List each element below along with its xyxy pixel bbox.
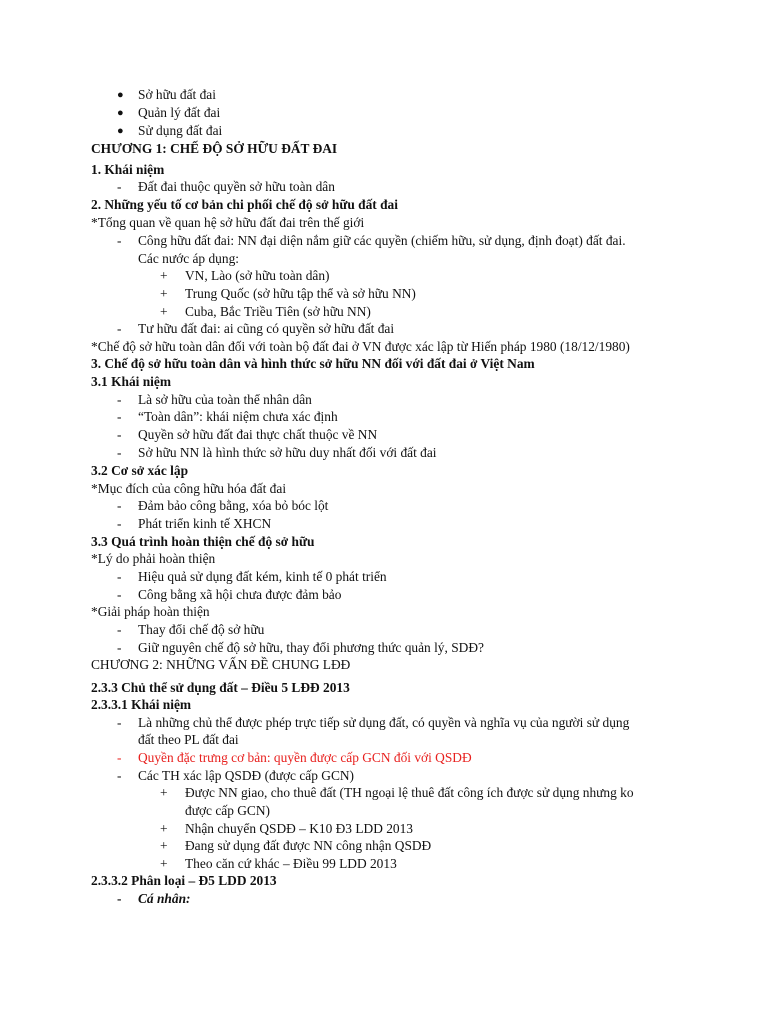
list-item: Hiệu quả sử dụng đất kém, kinh tế 0 phát triển bbox=[138, 569, 387, 584]
dash-marker: - bbox=[117, 715, 122, 730]
list-item: Sở hữu NN là hình thức sở hữu duy nhất đối với đất đai bbox=[138, 445, 437, 460]
sub-list-item: Trung Quốc (sở hữu tập thể và sở hữu NN) bbox=[185, 286, 416, 301]
sub-list-item-continuation: được cấp GCN) bbox=[185, 803, 270, 818]
dash-marker: - bbox=[117, 409, 122, 424]
subsection-heading: 2.3.3.2 Phân loại – Đ5 LDD 2013 bbox=[91, 873, 277, 888]
note-line: *Tổng quan về quan hệ sở hữu đất đai trên thế giới bbox=[91, 215, 365, 230]
list-item: Cá nhân: bbox=[138, 891, 191, 906]
sub-list-item: Đang sử dụng đất được NN công nhận QSDĐ bbox=[185, 838, 432, 853]
list-item: Là những chủ thể được phép trực tiếp sử dụng đất, có quyền và nghĩa vụ của người sử dụng bbox=[138, 715, 630, 730]
chapter-heading: CHƯƠNG 1: CHẾ ĐỘ SỞ HỮU ĐẤT ĐAI bbox=[91, 141, 338, 156]
list-item: Là sở hữu của toàn thể nhân dân bbox=[138, 392, 312, 407]
list-item: Giữ nguyên chế độ sở hữu, thay đổi phương thức quản lý, SDĐ? bbox=[138, 640, 484, 655]
highlighted-list-item: Quyền đặc trưng cơ bản: quyền được cấp GCN đối với QSDĐ bbox=[138, 750, 472, 765]
sub-list-item: Cuba, Bắc Triều Tiên (sở hữu NN) bbox=[185, 304, 371, 319]
plus-marker: + bbox=[160, 785, 168, 800]
list-item: Đảm bảo công bằng, xóa bỏ bóc lột bbox=[138, 498, 329, 513]
list-item: Tư hữu đất đai: ai cũng có quyền sở hữu đất đai bbox=[138, 321, 395, 336]
list-item: Công hữu đất đai: NN đại diện nắm giữ các quyền (chiếm hữu, sử dụng, định đoạt) đất đai. bbox=[138, 233, 626, 248]
section-heading: 2. Những yếu tố cơ bản chi phối chế độ sở hữu đất đai bbox=[91, 197, 398, 212]
list-item-continuation: đất theo PL đất đai bbox=[138, 732, 239, 747]
plus-marker: + bbox=[160, 821, 168, 836]
subsection-heading: 3.2 Cơ sở xác lập bbox=[91, 463, 189, 478]
section-heading: 1. Khái niệm bbox=[91, 162, 165, 177]
dash-marker: - bbox=[117, 516, 122, 531]
dash-marker: - bbox=[117, 233, 122, 248]
subsection-heading: 2.3.3.1 Khái niệm bbox=[91, 697, 192, 712]
plus-marker: + bbox=[160, 286, 168, 301]
dash-marker: - bbox=[117, 569, 122, 584]
dash-marker: - bbox=[117, 587, 122, 602]
sub-list-item: Được NN giao, cho thuê đất (TH ngoại lệ thuê đất công ích được sử dụng nhưng ko bbox=[185, 785, 634, 800]
dash-marker: - bbox=[117, 768, 122, 783]
sub-list-item: Theo căn cứ khác – Điều 99 LDD 2013 bbox=[185, 856, 397, 871]
subsection-heading: 3.3 Quá trình hoàn thiện chế độ sở hữu bbox=[91, 534, 315, 549]
bullet-marker: ● bbox=[117, 125, 124, 137]
dash-marker: - bbox=[117, 445, 122, 460]
sub-list-item: Nhận chuyển QSDĐ – K10 Đ3 LDD 2013 bbox=[185, 821, 413, 836]
bullet-item: Sở hữu đất đai bbox=[138, 87, 216, 102]
section-heading: 3. Chế độ sở hữu toàn dân và hình thức sở hữu NN đối với đất đai ở Việt Nam bbox=[91, 356, 535, 371]
chapter-heading: CHƯƠNG 2: NHỮNG VẤN ĐỀ CHUNG LĐĐ bbox=[91, 657, 351, 672]
note-line: *Chế độ sở hữu toàn dân đối với toàn bộ đất đai ở VN được xác lập từ Hiến pháp 1980 (18/12/1980) bbox=[91, 339, 630, 354]
plus-marker: + bbox=[160, 304, 168, 319]
plus-marker: + bbox=[160, 268, 168, 283]
note-line: *Giải pháp hoàn thiện bbox=[91, 604, 210, 619]
bullet-marker: ● bbox=[117, 89, 124, 101]
section-heading: 2.3.3 Chủ thể sử dụng đất – Điều 5 LĐĐ 2013 bbox=[91, 680, 350, 695]
list-item: Quyền sở hữu đất đai thực chất thuộc về NN bbox=[138, 427, 378, 442]
bullet-item: Quản lý đất đai bbox=[138, 105, 221, 120]
sub-list-item: VN, Lào (sở hữu toàn dân) bbox=[185, 268, 330, 283]
note-line: *Lý do phải hoàn thiện bbox=[91, 551, 216, 566]
list-item: Thay đổi chế độ sở hữu bbox=[138, 622, 265, 637]
list-item: Đất đai thuộc quyền sở hữu toàn dân bbox=[138, 179, 335, 194]
note-line: *Mục đích của công hữu hóa đất đai bbox=[91, 481, 287, 496]
dash-marker: - bbox=[117, 640, 122, 655]
dash-marker: - bbox=[117, 427, 122, 442]
plus-marker: + bbox=[160, 856, 168, 871]
dash-marker: - bbox=[117, 622, 122, 637]
dash-marker: - bbox=[117, 321, 122, 336]
list-item-continuation: Các nước áp dụng: bbox=[138, 251, 239, 266]
dash-marker: - bbox=[117, 179, 122, 194]
bullet-item: Sử dụng đất đai bbox=[138, 123, 223, 138]
plus-marker: + bbox=[160, 838, 168, 853]
list-item: “Toàn dân”: khái niệm chưa xác định bbox=[138, 409, 338, 424]
bullet-marker: ● bbox=[117, 107, 124, 119]
dash-marker: - bbox=[117, 891, 122, 906]
dash-marker: - bbox=[117, 750, 122, 765]
subsection-heading: 3.1 Khái niệm bbox=[91, 374, 171, 389]
list-item: Các TH xác lập QSDĐ (được cấp GCN) bbox=[138, 768, 355, 783]
list-item: Công bằng xã hội chưa được đảm bảo bbox=[138, 587, 342, 602]
dash-marker: - bbox=[117, 498, 122, 513]
list-item: Phát triển kinh tế XHCN bbox=[138, 516, 272, 531]
dash-marker: - bbox=[117, 392, 122, 407]
